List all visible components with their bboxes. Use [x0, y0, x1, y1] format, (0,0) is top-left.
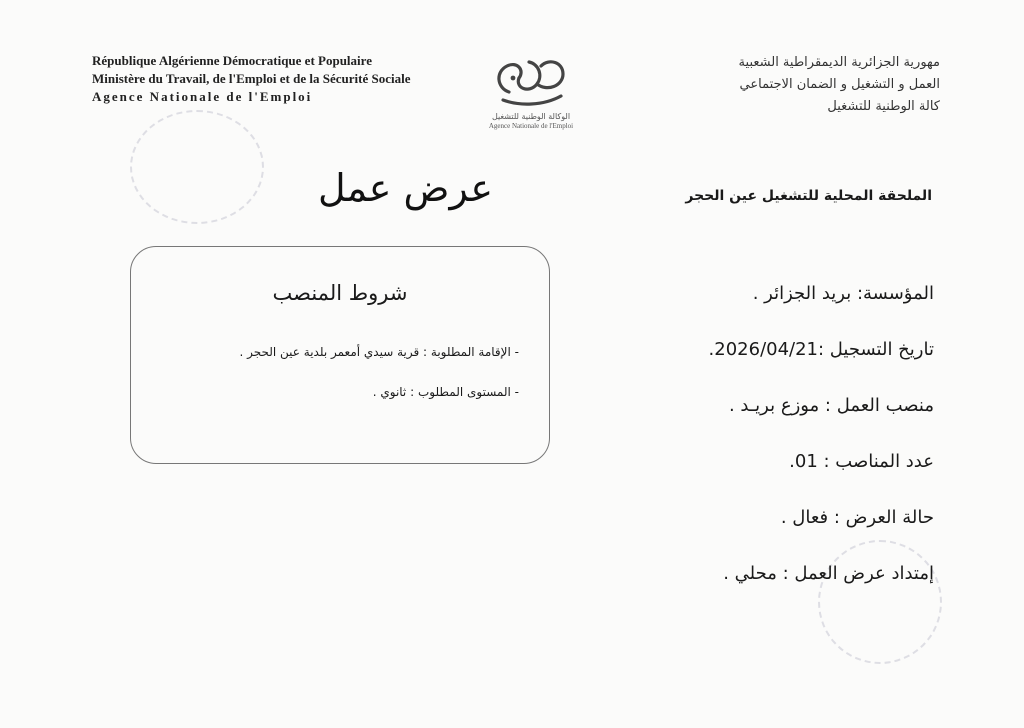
detail-offer-scope: إمتداد عرض العمل : محلي .: [723, 563, 934, 584]
issuing-office: الملحقة المحلية للتشغيل عين الحجر: [685, 188, 932, 204]
header-arabic: [739, 52, 940, 118]
detail-employer: المؤسسة: بريد الجزائر .: [752, 283, 934, 304]
header-fr-agency: Agence Nationale de l'Emploi: [92, 89, 313, 104]
conditions-heading: شروط المنصب: [272, 281, 408, 305]
header-fr-republic: République Algérienne Démocratique et Populaire: [92, 53, 372, 68]
header-ar-ministry: العمل و التشغيل و الضمان الاجتماعي: [739, 77, 940, 92]
logo-icon: [489, 48, 573, 110]
condition-item: - الإقامة المطلوبة : قرية سيدي أمعمر بلدية عين الحجر .: [239, 345, 519, 359]
detail-offer-status: حالة العرض : فعال .: [780, 507, 934, 528]
conditions-box: [130, 246, 550, 464]
document-title: عرض عمل: [318, 166, 494, 210]
stamp-mark: [130, 110, 264, 224]
logo-caption-fr: Agence Nationale de l'Emploi: [488, 122, 574, 130]
detail-registration-date: تاريخ التسجيل :2026/04/21.: [708, 339, 934, 360]
detail-job-position: منصب العمل : موزع بريـد .: [728, 395, 934, 416]
header-ar-republic: مهورية الجزائرية الديمقراطية الشعبية: [738, 55, 940, 70]
header-fr-ministry: Ministère du Travail, de l'Emploi et de la Sécurité Sociale: [92, 71, 411, 86]
header-french: [92, 52, 410, 106]
offer-details: [709, 266, 934, 602]
agency-logo: [466, 48, 596, 148]
logo-caption-ar: الوكالة الوطنية للتشغيل: [491, 112, 571, 121]
detail-positions-count: عدد المناصب : 01.: [789, 451, 934, 472]
condition-item: - المستوى المطلوب : ثانوي .: [372, 385, 519, 399]
header-ar-agency: كالة الوطنية للتشغيل: [827, 99, 940, 114]
